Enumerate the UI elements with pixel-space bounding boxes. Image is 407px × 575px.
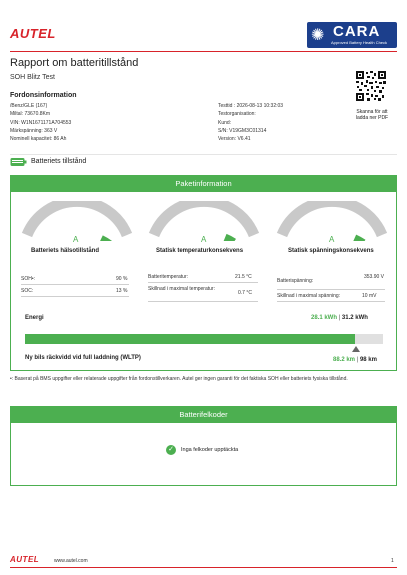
section-divider	[10, 154, 397, 155]
energy-value: 28.1 kWh	[311, 315, 338, 321]
star-icon: ✺	[311, 27, 325, 44]
info-serial: S/N: V19GM3C01314	[218, 127, 267, 134]
battery-icon	[10, 157, 27, 167]
kv-soc-value: 13 %	[116, 288, 128, 294]
footer-autel-logo: AUTEL	[10, 555, 40, 564]
gauge-temperature-grade: A	[201, 235, 207, 244]
info-vin: VIN: W1N1671171A704553	[10, 119, 72, 126]
gauge-voltage-label: Statisk spänningskonsekvens	[288, 248, 374, 254]
vehicle-section-title: Fordonsinformation	[10, 92, 77, 99]
energy-bar	[25, 334, 383, 344]
gauge-soh-grade: A	[73, 235, 79, 244]
kv-tempdiff-key: Skillnad i maximal temperatur:	[148, 286, 215, 292]
range-total: 98 km	[359, 357, 377, 363]
kv-voltdiff-key: Skillnad i maximal spänning:	[277, 293, 341, 299]
energy-bar-fill	[25, 334, 355, 344]
kv-tempdiff-value: 0.7 °C	[238, 290, 252, 296]
info-voltage: Märkspänning: 363 V	[10, 127, 58, 134]
gauge-soh-fill	[100, 240, 108, 241]
info-model: /Benz/GLE (167)	[10, 103, 48, 109]
energy-marker-icon	[352, 346, 360, 352]
qr-caption: Skanna för att ladda ner PDF	[355, 109, 389, 121]
qr-code-icon[interactable]	[356, 71, 386, 101]
report-title: Rapport om batteritillstånd	[10, 57, 139, 69]
fault-codes-header: Batterifelkoder	[11, 407, 396, 423]
page-number: 1	[391, 558, 394, 564]
kv-temp-key: Batteritemperatur:	[148, 274, 189, 280]
kv-separator	[277, 301, 385, 302]
info-testtime: Testtid : 2026-08-13 10:32:03	[218, 103, 284, 109]
kv-soh-key: SOH•:	[21, 276, 35, 282]
kv-voltage-key: Batterispänning:	[277, 278, 314, 284]
kv-separator	[148, 301, 258, 302]
gauge-temperature-track	[154, 201, 254, 235]
info-customer: Kund:	[218, 119, 232, 126]
fault-codes-panel	[10, 406, 397, 486]
kv-voltage-value: 353.90 V	[363, 274, 384, 280]
kv-separator	[277, 289, 385, 290]
cara-badge	[307, 22, 397, 48]
cara-title: CARA	[333, 23, 381, 40]
gauge-voltage-track	[282, 201, 382, 235]
vehicle-info-right	[218, 102, 283, 143]
autel-logo: AUTEL	[10, 26, 56, 41]
gauge-soh-track	[27, 201, 127, 235]
energy-label: Energi	[25, 315, 44, 321]
no-fault-codes-text: Inga felkoder upptäckta	[181, 447, 239, 453]
range-separator: |	[356, 357, 360, 363]
info-mileage: Miltal: 73670.8Km	[10, 111, 51, 118]
kv-separator	[21, 284, 129, 285]
kv-voltdiff-value: 10 mV	[362, 293, 377, 299]
cara-subtitle: Approved Battery Health Check	[331, 40, 388, 45]
energy-total: 31.2 kWh	[341, 315, 368, 321]
disclaimer-note: •: Baserat på BMS uppgifter eller relaterade uppgifter från fordonstillverkaren. Autel ger ingen garanti för det faktiska SOH eller batteriets fysiska tillstånd.	[10, 376, 348, 382]
range-readout	[333, 357, 377, 363]
gauge-soh-label: Batteriets hälsotillstånd	[31, 248, 100, 254]
info-version: Version: V6.41	[218, 136, 251, 143]
kv-separator	[21, 296, 129, 297]
pack-info-header: Paketinformation	[11, 176, 396, 192]
energy-readout	[311, 315, 368, 321]
gauge-voltage-fill	[354, 240, 362, 241]
footer-divider	[10, 567, 397, 568]
kv-separator	[148, 282, 258, 283]
info-capacity: Nominell kapacitet: 86 Ah	[10, 136, 67, 143]
kv-soh-value: 90 %	[116, 276, 128, 282]
header-divider	[10, 51, 397, 52]
battery-status-title: Batteriets tillstånd	[31, 158, 87, 165]
gauge-temperature-fill	[224, 239, 233, 241]
checkmark-icon: ✓	[166, 445, 176, 455]
kv-soc-key: SOC:	[21, 288, 34, 294]
report-subtitle: SOH Blitz Test	[10, 74, 55, 81]
footer-url[interactable]: www.autel.com	[54, 558, 88, 564]
info-organisation: Testorganisation:	[218, 111, 256, 118]
gauge-voltage-grade: A	[329, 235, 335, 244]
vehicle-info-left	[10, 102, 71, 143]
pack-info-panel	[10, 175, 397, 371]
gauge-temperature-label: Statisk temperaturkonsekvens	[156, 248, 244, 254]
energy-separator: |	[338, 315, 342, 321]
kv-temp-value: 21.5 °C	[235, 274, 252, 280]
range-label: Ny bils räckvidd vid full laddning (WLTP)	[25, 355, 141, 361]
range-value: 88.2 km	[333, 357, 356, 363]
